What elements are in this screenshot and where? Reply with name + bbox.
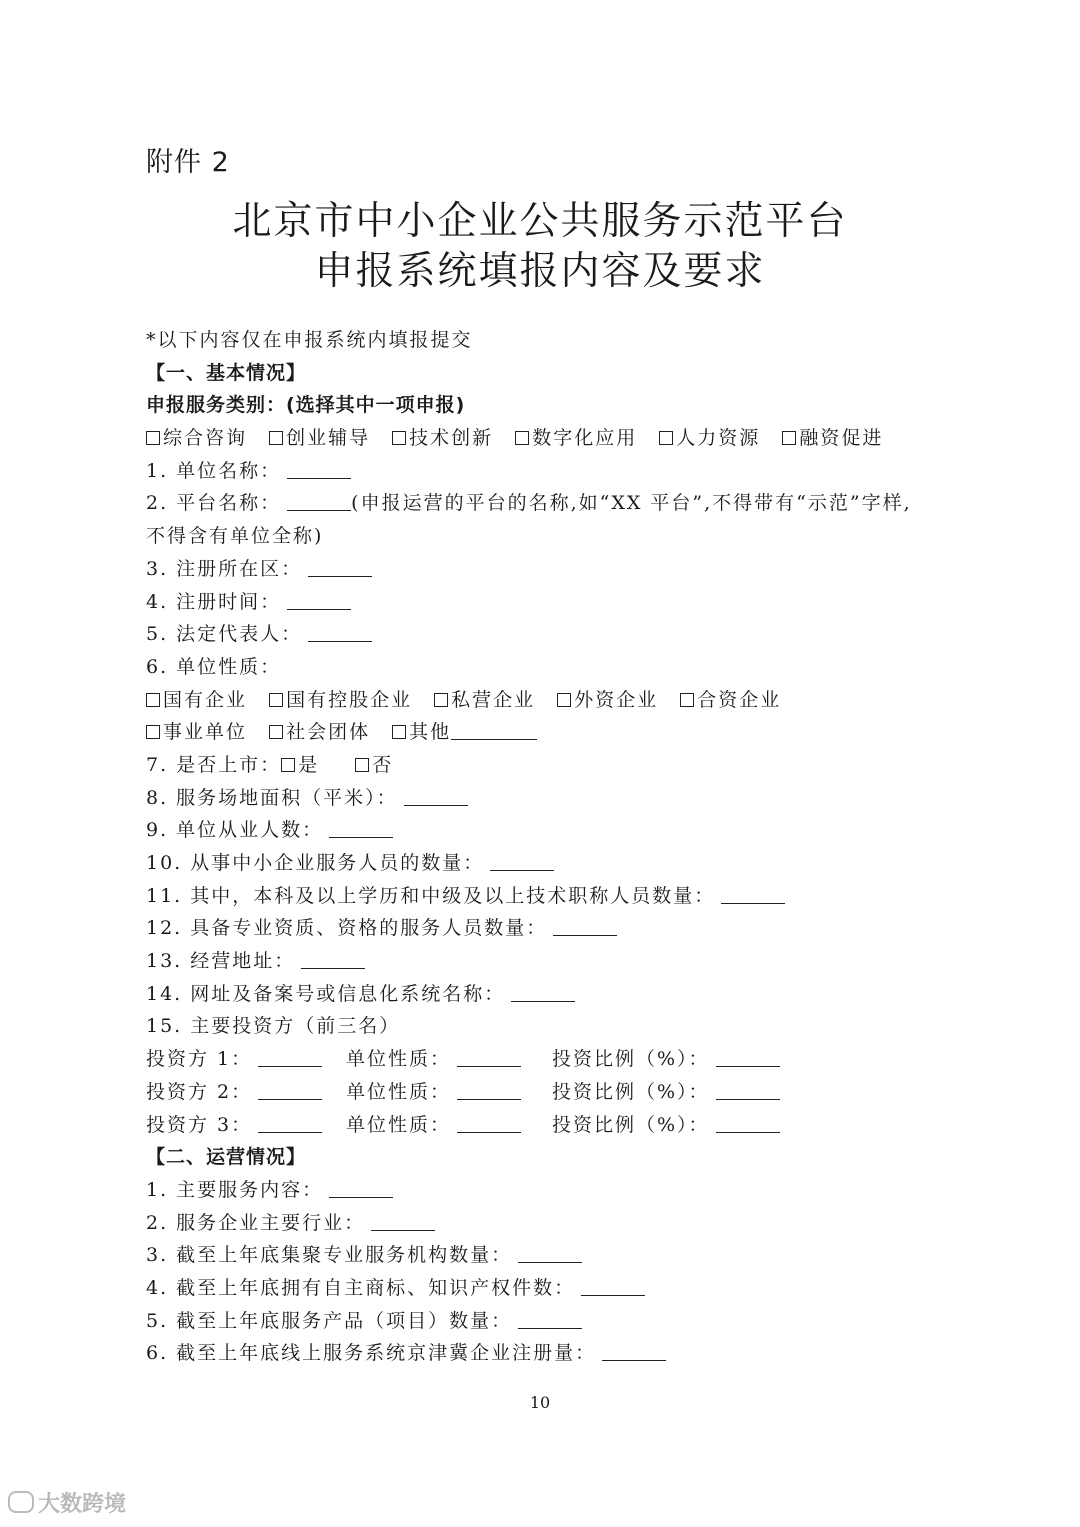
option-label: 数字化应用 [532,427,638,450]
option-label: 外资企业 [574,688,659,711]
page-number: 10 [529,1393,551,1412]
option-label: 综合咨询 [163,427,248,450]
option-label: 国有企业 [163,688,248,711]
checkbox-icon [281,758,295,772]
checkbox-icon [269,725,283,739]
nature-option[interactable] [269,721,370,743]
field-platform-name [146,487,966,520]
option-label: 否 [372,753,394,776]
field-label: 1. 主要服务内容： [146,1178,324,1201]
nature-option[interactable] [557,689,658,711]
field-label: 4. 注册时间： [146,590,282,613]
checkbox-icon [515,431,529,445]
blank-line[interactable] [451,717,537,740]
investor-nature-label: 单位性质： [346,1048,452,1071]
blank-line[interactable] [553,913,617,936]
option-label: 社会团体 [286,721,371,744]
blank-line[interactable] [518,1306,582,1329]
watermark-logo-icon [8,1491,34,1513]
blank-line[interactable] [329,815,393,838]
field-label: 4. 截至上年底拥有自主商标、知识产权件数： [146,1276,576,1299]
blank-line[interactable] [602,1338,666,1361]
blank-line[interactable] [716,1077,780,1100]
blank-line[interactable] [287,456,351,479]
blank-line[interactable] [457,1077,521,1100]
category-label: 申报服务类别：(选择其中一项申报) [146,394,466,417]
field-label: 3. 截至上年底集聚专业服务机构数量： [146,1244,513,1267]
blank-line[interactable] [287,488,351,511]
blank-line[interactable] [518,1240,582,1263]
blank-line[interactable] [716,1044,780,1067]
investor-ratio-label: 投资比例（%）： [552,1113,710,1136]
category-option[interactable] [392,427,493,449]
blank-line[interactable] [308,619,372,642]
investor-label: 投资方 1： [146,1048,253,1071]
watermark-text: 大数跨境 [38,1492,127,1517]
field-listed [146,749,966,782]
field-certified-staff [146,912,966,945]
category-option[interactable] [146,427,247,449]
field-industries [146,1207,966,1240]
investor-label: 投资方 2： [146,1080,253,1103]
field-staff [146,814,966,847]
field-label: 5. 法定代表人： [146,623,303,646]
blank-line[interactable] [287,587,351,610]
field-unit-nature: 6. 单位性质： [146,655,282,678]
field-agencies [146,1239,966,1272]
option-label: 技术创新 [409,427,494,450]
nature-option[interactable] [269,689,412,711]
blank-line[interactable] [371,1208,435,1231]
checkbox-icon [355,758,369,772]
listed-yes-option[interactable] [281,754,319,776]
checkbox-icon [146,431,160,445]
nature-option[interactable] [146,689,247,711]
investor-nature-label: 单位性质： [346,1080,452,1103]
field-label: 8. 服务场地面积（平米）： [146,786,398,809]
field-investors: 15. 主要投资方（前三名） [146,1015,401,1038]
investor-ratio-label: 投资比例（%）： [552,1048,710,1071]
nature-option-other[interactable] [392,721,537,743]
blank-line[interactable] [511,979,575,1002]
checkbox-icon [659,431,673,445]
option-label: 融资促进 [799,427,884,450]
option-label: 合资企业 [697,688,782,711]
checkbox-icon [392,431,406,445]
field-label: 1. 单位名称： [146,459,282,482]
category-option[interactable] [782,427,883,449]
field-label: 11. 其中，本科及以上学历和中级及以上技术职称人员数量： [146,884,716,907]
field-note: (申报运营的平台的名称,如“XX 平台”,不得带有“示范”字样, [351,492,912,515]
option-label: 人力资源 [676,427,761,450]
blank-line[interactable] [457,1044,521,1067]
checkbox-icon [782,431,796,445]
field-website [146,978,966,1011]
nature-options-row1 [146,684,966,717]
blank-line[interactable] [258,1044,322,1067]
nature-option[interactable] [434,689,535,711]
field-legal-rep [146,618,966,651]
checkbox-icon [146,725,160,739]
investor-row [146,1043,966,1076]
field-label: 5. 截至上年底服务产品（项目）数量： [146,1309,513,1332]
checkbox-icon [392,725,406,739]
blank-line[interactable] [258,1077,322,1100]
field-label: 9. 单位从业人数： [146,819,324,842]
option-label: 国有控股企业 [286,688,413,711]
option-label: 事业单位 [163,721,248,744]
field-products [146,1305,966,1338]
category-option[interactable] [659,427,760,449]
field-label: 3. 注册所在区： [146,557,303,580]
option-label: 是 [298,753,320,776]
category-option[interactable] [515,427,637,449]
nature-options-row2 [146,716,966,749]
note: *以下内容仅在申报系统内填报提交 [146,329,473,351]
nature-option[interactable] [680,689,781,711]
checkbox-icon [146,693,160,707]
checkbox-icon [434,693,448,707]
field-reg-time [146,586,966,619]
option-label: 其他 [409,721,452,744]
form-body [146,324,966,1370]
listed-no-option[interactable] [355,754,393,776]
field-address [146,945,966,978]
investor-ratio-label: 投资比例（%）： [552,1080,710,1103]
blank-line[interactable] [308,554,372,577]
field-label: 2. 平台名称： [146,492,282,515]
field-label: 13. 经营地址： [146,950,296,973]
blank-line[interactable] [301,946,365,969]
blank-line[interactable] [716,1110,780,1133]
blank-line[interactable] [490,848,554,871]
field-label: 14. 网址及备案号或信息化系统名称： [146,982,506,1005]
blank-line[interactable] [721,881,785,904]
checkbox-icon [269,431,283,445]
field-label: 10. 从事中小企业服务人员的数量： [146,852,485,874]
field-qualified-staff [146,880,966,913]
blank-line[interactable] [404,783,468,806]
field-label: 2. 服务企业主要行业： [146,1211,366,1234]
field-district [146,553,966,586]
field-registrations [146,1337,966,1370]
investor-row [146,1076,966,1109]
watermark [8,1487,126,1518]
checkbox-icon [557,693,571,707]
checkbox-icon [269,693,283,707]
checkbox-icon [680,693,694,707]
option-label: 私营企业 [451,688,536,711]
blank-line[interactable] [329,1175,393,1198]
field-unit-name [146,455,966,488]
nature-option[interactable] [146,721,247,743]
field-label: 7. 是否上市： [146,753,282,776]
field-platform-note-cont: 不得含有单位全称) [146,525,324,548]
field-label: 12. 具备专业资质、资格的服务人员数量： [146,917,548,940]
field-services [146,1174,966,1207]
field-area [146,782,966,815]
blank-line[interactable] [258,1110,322,1133]
field-label: 6. 截至上年底线上服务系统京津冀企业注册量： [146,1342,597,1365]
category-options [146,422,966,455]
section1-heading: 【一、基本情况】 [146,361,307,384]
field-ip-count [146,1272,966,1305]
investor-row [146,1109,966,1142]
investor-nature-label: 单位性质： [346,1113,452,1136]
attachment-label: 附件 2 [146,147,230,178]
investor-label: 投资方 3： [146,1113,253,1136]
document-title-line2: 申报系统填报内容及要求 [314,249,766,294]
category-option[interactable] [269,427,370,449]
option-label: 创业辅导 [286,427,371,450]
blank-line[interactable] [457,1110,521,1133]
section2-heading: 【二、运营情况】 [146,1146,307,1169]
document-title-line1: 北京市中小企业公共服务示范平台 [232,199,848,244]
blank-line[interactable] [581,1273,645,1296]
field-sme-staff [146,847,966,880]
